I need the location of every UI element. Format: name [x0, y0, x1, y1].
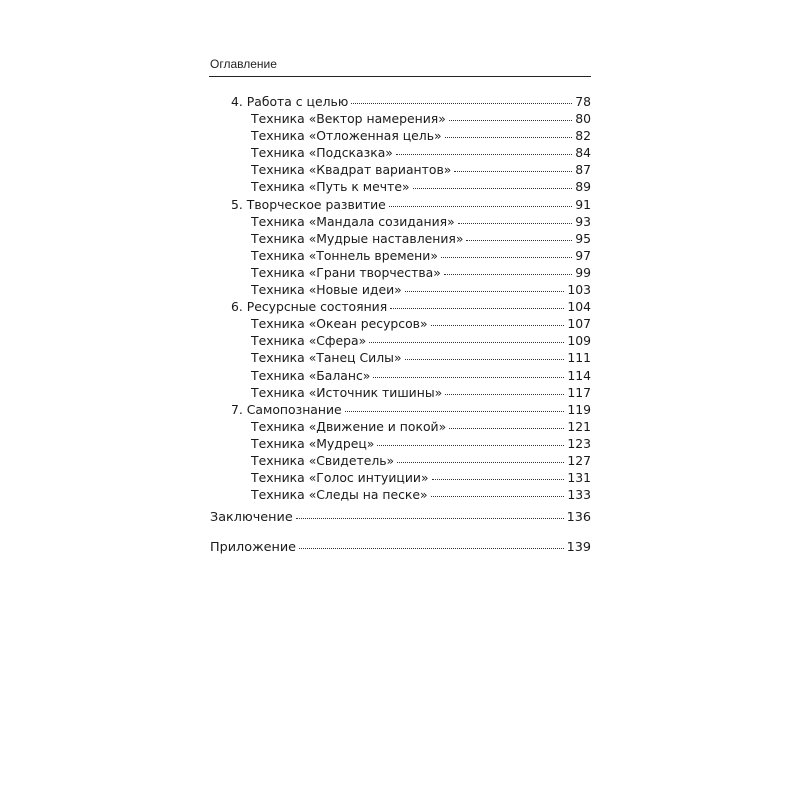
- toc-technique-entry: [210, 110, 591, 127]
- toc-entry-title: Техника «Мудрец»: [251, 435, 375, 451]
- toc-page-number: 131: [567, 470, 591, 486]
- dot-leader: [377, 444, 564, 446]
- toc-page-number: 104: [567, 299, 591, 315]
- toc-page-number: 107: [567, 316, 591, 332]
- toc-entry-title: Техника «Вектор намерения»: [251, 111, 446, 127]
- toc-technique-entry: [210, 367, 591, 384]
- toc-page-number: 114: [567, 367, 591, 383]
- toc-technique-entry: [210, 349, 591, 366]
- toc-technique-entry: [210, 247, 591, 264]
- toc-entry-title: Техника «Путь к мечте»: [251, 179, 410, 195]
- toc-entry-title: Техника «Тоннель времени»: [251, 247, 438, 263]
- toc-page-number: 89: [575, 179, 591, 195]
- toc-page-number: 87: [575, 162, 591, 178]
- toc-entry-title: Техника «Движение и покой»: [251, 418, 447, 434]
- toc-page-number: 95: [575, 230, 591, 246]
- dot-leader: [299, 547, 564, 549]
- dot-leader: [405, 290, 565, 292]
- toc-chapter-entry: [210, 298, 591, 315]
- toc-page-number: 136: [566, 510, 591, 526]
- toc-page-number: 123: [567, 435, 591, 451]
- dot-leader: [466, 239, 572, 241]
- toc-entry-title: Техника «Мудрые наставления»: [251, 230, 464, 246]
- dot-leader: [396, 153, 572, 155]
- toc-entry-title: Техника «Голос интуиции»: [251, 470, 429, 486]
- dot-leader: [444, 273, 572, 275]
- dot-leader: [351, 102, 572, 104]
- dot-leader: [390, 307, 564, 309]
- toc-entry-title: 6. Ресурсные состояния: [231, 299, 388, 315]
- dot-leader: [445, 393, 564, 395]
- dot-leader: [449, 427, 564, 429]
- toc-page-number: 82: [575, 128, 591, 144]
- toc-entry-title: Техника «Следы на песке»: [251, 487, 428, 503]
- dot-leader: [405, 358, 565, 360]
- table-of-contents: [210, 93, 591, 556]
- toc-entry-title: Техника «Сфера»: [251, 333, 367, 349]
- toc-entry-title: Техника «Подсказка»: [251, 145, 393, 161]
- toc-technique-entry: [210, 144, 591, 161]
- toc-entry-title: Техника «Баланс»: [251, 367, 371, 383]
- toc-technique-entry: [210, 230, 591, 247]
- toc-page-number: 93: [575, 213, 591, 229]
- toc-page-number: 99: [575, 264, 591, 280]
- toc-technique-entry: [210, 469, 591, 486]
- toc-chapter-entry: [210, 196, 591, 213]
- toc-page-number: 91: [575, 196, 591, 212]
- dot-leader: [458, 222, 573, 224]
- toc-entry-title: 4. Работа с целью: [231, 94, 349, 109]
- toc-chapter-entry: [210, 401, 591, 418]
- toc-entry-title: Техника «Танец Силы»: [251, 350, 402, 366]
- toc-technique-entry: [210, 127, 591, 144]
- dot-leader: [413, 187, 573, 189]
- toc-page-number: 139: [566, 540, 591, 556]
- toc-technique-entry: [210, 384, 591, 401]
- toc-technique-entry: [210, 281, 591, 298]
- toc-technique-entry: [210, 315, 591, 332]
- toc-entry-title: Приложение: [210, 540, 297, 556]
- dot-leader: [389, 205, 572, 207]
- toc-page-number: 127: [567, 452, 591, 468]
- toc-page-number: 109: [567, 333, 591, 349]
- dot-leader: [373, 376, 564, 378]
- toc-page-number: 121: [567, 418, 591, 434]
- toc-page-number: 119: [567, 401, 591, 417]
- toc-technique-entry: [210, 486, 591, 503]
- toc-entry-title: Техника «Квадрат вариантов»: [251, 162, 452, 178]
- toc-entry-title: Техника «Океан ресурсов»: [251, 316, 428, 332]
- toc-entry-title: 5. Творческое развитие: [231, 196, 386, 212]
- toc-chapter-entry: [210, 93, 591, 110]
- toc-page-number: 97: [575, 247, 591, 263]
- dot-leader: [432, 478, 565, 480]
- dot-leader: [431, 324, 565, 326]
- toc-page-number: 78: [575, 94, 591, 109]
- dot-leader: [454, 170, 572, 172]
- toc-technique-entry: [210, 452, 591, 469]
- dot-leader: [445, 136, 573, 138]
- dot-leader: [397, 461, 564, 463]
- toc-page-number: 111: [567, 350, 591, 366]
- dot-leader: [441, 256, 572, 258]
- toc-entry-title: Техника «Свидетель»: [251, 452, 395, 468]
- toc-technique-entry: [210, 264, 591, 281]
- dot-leader: [431, 495, 565, 497]
- toc-technique-entry: [210, 332, 591, 349]
- toc-page-number: 80: [575, 111, 591, 127]
- toc-section-entry: [210, 509, 591, 526]
- toc-technique-entry: [210, 161, 591, 178]
- toc-entry-title: 7. Самопознание: [231, 401, 342, 417]
- dot-leader: [369, 341, 564, 343]
- toc-page-number: 103: [567, 282, 591, 298]
- toc-technique-entry: [210, 213, 591, 230]
- toc-entry-title: Техника «Грани творчества»: [251, 264, 441, 280]
- dot-leader: [296, 517, 564, 519]
- toc-entry-title: Техника «Мандала созидания»: [251, 213, 455, 229]
- toc-technique-entry: [210, 435, 591, 452]
- toc-section-entry: [210, 539, 591, 556]
- toc-page-number: 117: [567, 384, 591, 400]
- header-rule: [209, 76, 591, 77]
- dot-leader: [449, 119, 572, 121]
- toc-page-number: 133: [567, 487, 591, 503]
- toc-page-number: 84: [575, 145, 591, 161]
- toc-technique-entry: [210, 178, 591, 195]
- toc-entry-title: Техника «Источник тишины»: [251, 384, 443, 400]
- toc-technique-entry: [210, 418, 591, 435]
- toc-entry-title: Техника «Новые идеи»: [251, 282, 402, 298]
- toc-entry-title: Техника «Отложенная цель»: [251, 128, 442, 144]
- dot-leader: [345, 410, 565, 412]
- toc-entry-title: Заключение: [210, 510, 293, 526]
- running-title: Оглавление: [210, 57, 277, 71]
